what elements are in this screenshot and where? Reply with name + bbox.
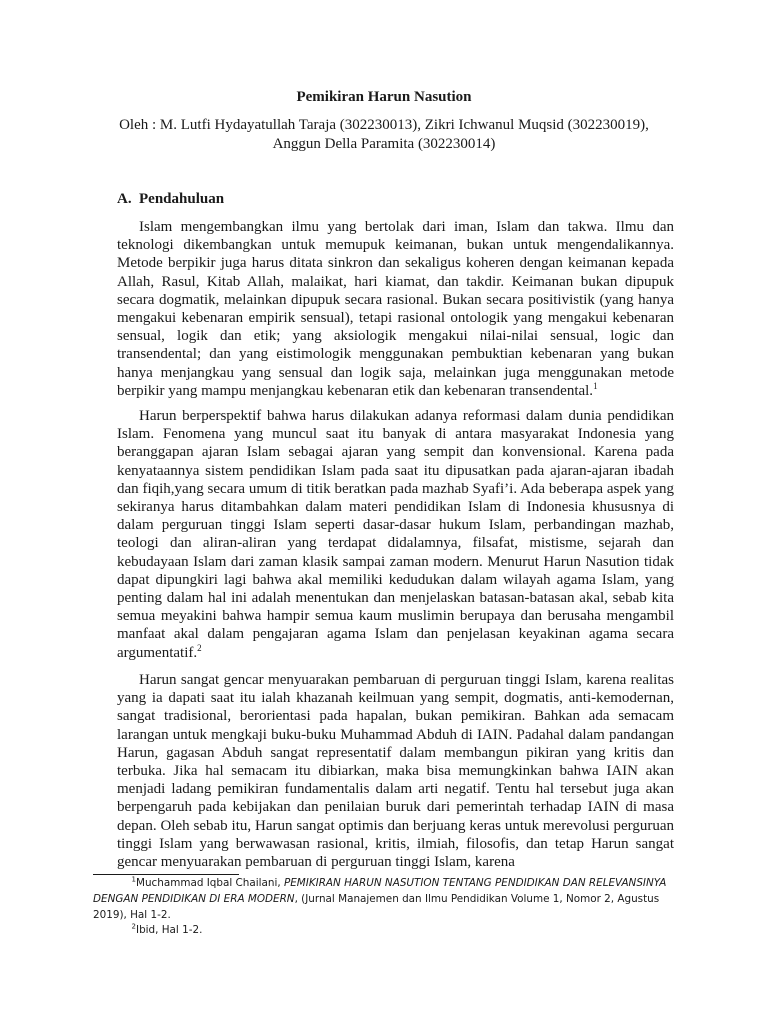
footnote-1 xyxy=(93,876,668,923)
paragraph-1-text: Islam mengembangkan ilmu yang bertolak dari iman, Islam dan takwa. Ilmu dan teknologi dikembangkan untuk memupuk keimanan, bukan untuk mengendalikannya. Metode berpikir juga harus ditata sinkron dan sekaligus koheren dengan keimanan kepada Allah, Rasul, Kitab Allah, malaikat, hari kiamat, dan takdir. Keimanan bukan dipupuk secara dogmatik, melainkan dipupuk secara rasional. Bukan secara positivistik (yang hanya mengakui kebenaran empirik sensual), tetapi rasional ontologik yang mengakui kebenaran sensual, logik dan etik; yang aksiologik mengakui nilai-nilai sensual, logic dan transendental; dan yang eistimologik menggunakan pembuktian kebenaran yang bukan hanya menjangkau yang sensual dan logik saja, melainkan juga menggunakan metode berpikir yang mampu menjangkau kebenaran etik dan kebenaran transendental. xyxy=(117,219,674,399)
footnote-1-rest: , (Jurnal Manajemen dan Ilmu Pendidikan Volume 1, Nomor 2, Agustus 2019), Hal 1-2. xyxy=(93,892,660,921)
author-line-1: Oleh : M. Lutfi Hydayatullah Taraja (302230013), Zikri Ichwanul Muqsid (302230019), xyxy=(119,117,649,133)
footnote-1-author: Muchammad Iqbal Chailani, xyxy=(136,877,284,889)
footnote-2 xyxy=(93,923,668,939)
section-heading xyxy=(117,189,224,209)
paragraph-3-text: Harun sangat gencar menyuarakan pembaruan di perguruan tinggi Islam, karena realitas yang ia dapati saat itu ialah khazanah keilmuan yang sempit, dogmatis, anti-kemodernan, sangat tradisional, berorientasi pada hapalan, bukan pemikiran. Bahkan ada semacam larangan untuk mengkaji buku-buku Muhammad Abduh di IAIN. Padahal dalam pandangan Harun, gagasan Abduh sangat representatif dalam membangun pikiran yang kritis dan terbuka. Jika hal semacam itu dibiarkan, maka bisa memungkinkan bahwa IAIN akan menjadi ladang pemikiran fundamentalis dalam arti negatif. Tentu hal tersebut juga akan berpengaruh pada kebijakan dan penilaian buruk dari pemerintah terhadap IAIN di masa depan. Oleh sebab itu, Harun sangat optimis dan berjuang keras untuk merevolusi perguruan tinggi Islam yang berwawasan rasional, kritis, ilmiah, filosofis, dan tetap Harun sangat gencar menyuarakan pembaruan di perguruan tinggi Islam, karena xyxy=(117,672,674,870)
section-title: Pendahuluan xyxy=(139,191,225,207)
paragraph-2-text: Harun berperspektif bahwa harus dilakukan adanya reformasi dalam dunia pendidikan Islam. Fenomena yang muncul saat itu banyak di antara masyarakat Indonesia yang beranggapan ajaran Islam sebagai ajaran yang sempit dan konvensional. Karena pada kenyataannya sistem pendidikan Islam pada saat itu dipusatkan pada ajaran-ajaran ibadah dan fiqih,yang secara umum di titik beratkan pada mazhab Syafi’i. Ada beberapa aspek yang sekiranya harus ditambahkan dalam materi pendidikan Islam di Indonesia khususnya di dalam perguruan tinggi Islam seperti dasar-dasar hukum Islam, perbandingan mazhab, teologi dan aliran-aliran yang terdapat didalamnya, filsafat, mistisme, sejarah dan kebudayaan Islam dari zaman klasik sampai zaman modern. Menurut Harun Nasution tidak dapat dipungkiri lagi bahwa akal memiliki kedudukan dalam wilayah agama Islam, yang penting dalam hal ini adalah menentukan dan menjelaskan batasan-batasan akal, sebab kita semua meyakini bahwa hampir semua kaum muslimin berupaya dan berusaha mengambil manfaat akal dalam pengajaran agama Islam dan penjelasan keyakinan agama secara argumentatif. xyxy=(117,408,674,661)
footnote-2-number: 2 xyxy=(131,922,136,931)
paragraph-1 xyxy=(117,218,674,400)
footnote-ref-2[interactable]: 2 xyxy=(197,642,202,653)
page-title: Pemikiran Harun Nasution xyxy=(296,89,472,105)
footnote-ref-1[interactable]: 1 xyxy=(593,380,598,391)
author-list xyxy=(95,116,673,154)
footnotes xyxy=(93,876,668,939)
author-line-2: Anggun Della Paramita (302230014) xyxy=(272,136,496,152)
paragraph-3 xyxy=(117,671,674,870)
footnote-separator xyxy=(93,874,239,875)
footnote-2-text: Ibid, Hal 1-2. xyxy=(136,924,203,937)
section-letter: A. xyxy=(117,191,132,207)
footnote-1-title: PEMIKIRAN HARUN NASUTION TENTANG PENDIDIKAN DAN RELEVANSINYA DENGAN PENDIDIKAN DI ERA MODERN xyxy=(93,877,667,905)
paragraph-2 xyxy=(117,407,674,662)
footnote-1-number: 1 xyxy=(131,875,136,884)
